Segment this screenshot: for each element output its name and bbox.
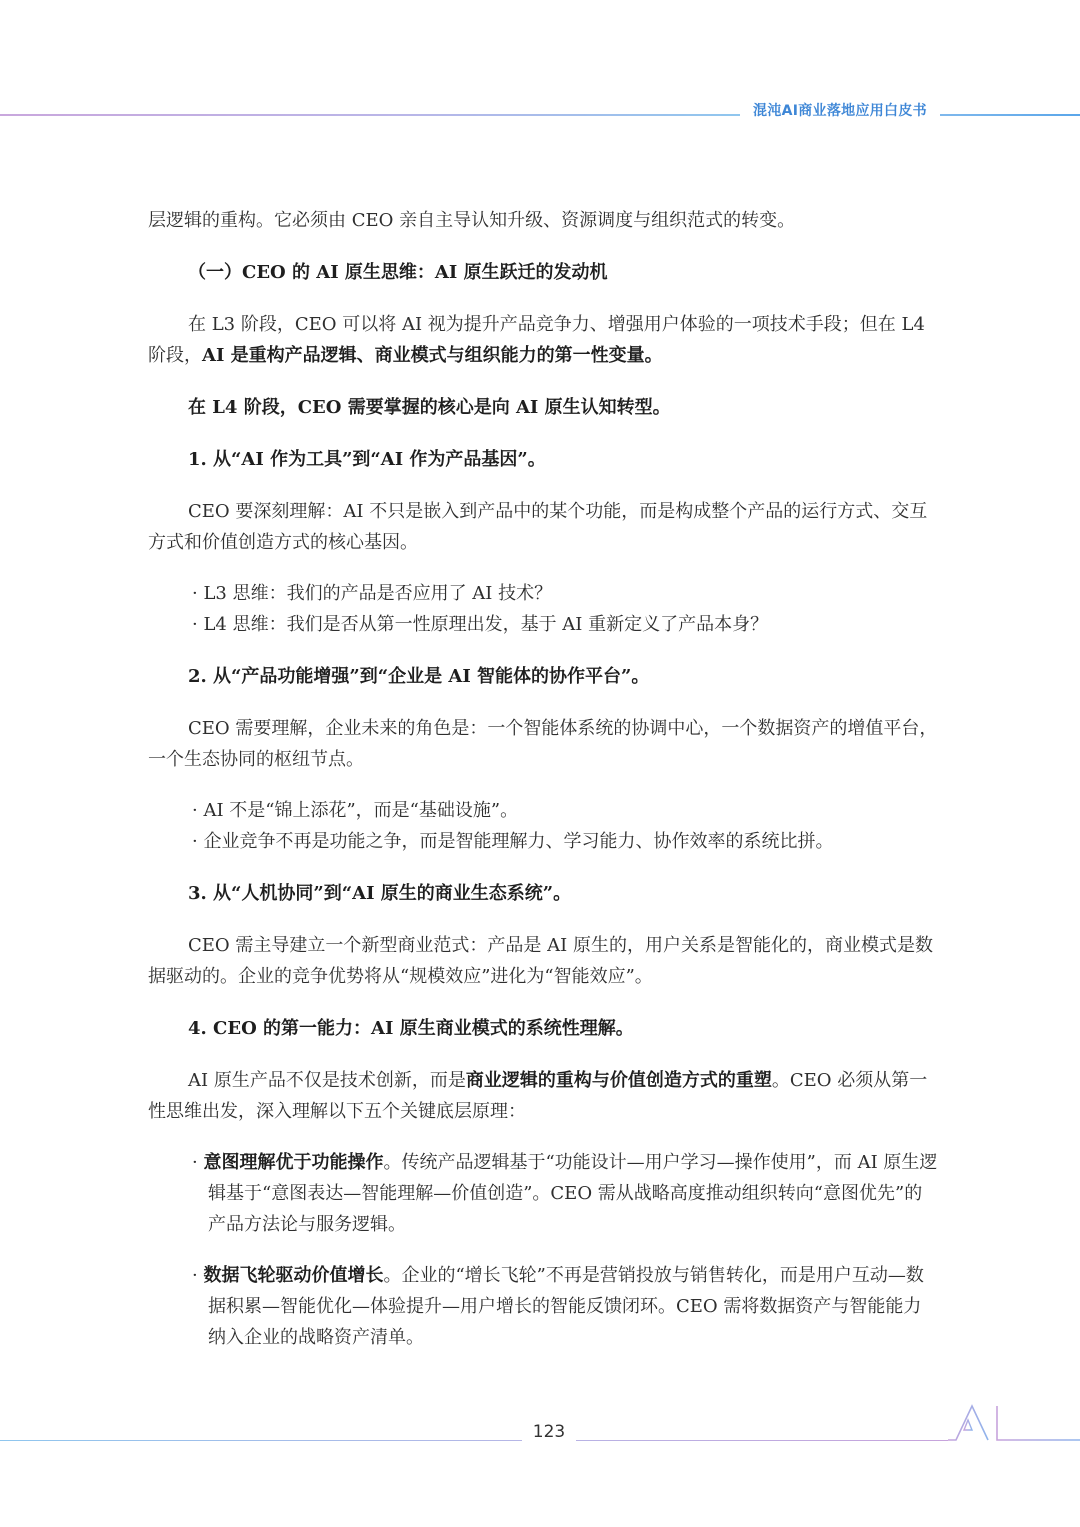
bullet-title: 数据飞轮驱动价值增长 <box>203 1265 384 1286</box>
emphasis-text: AI 是重构产品逻辑、商业模式与组织能力的第一性变量。 <box>202 345 663 366</box>
header-rule-left <box>0 114 740 116</box>
emphasis-text: 商业逻辑的重构与价值创造方式的重塑 <box>465 1070 772 1091</box>
bullet-intent-understanding <box>148 1147 938 1240</box>
subheading-2: 2. 从“产品功能增强”到“企业是 AI 智能体的协作平台”。 <box>188 666 650 687</box>
bullet-competition: · 企业竞争不再是功能之争，而是智能理解力、学习能力、协作效率的系统比拼。 <box>192 831 834 852</box>
bullet-text: 。企业的“增长飞轮”不再是营销投放与销售转化，而是用户互动—数据积累—智能优化—体验提升—用户增长的智能反馈闭环。CEO 需将数据资产与智能能力纳入企业的战略资产清单。 <box>208 1265 924 1348</box>
paragraph-business-paradigm: CEO 需主导建立一个新型商业范式：产品是 AI 原生的，用户关系是智能化的，商业模式是数据驱动的。企业的竞争优势将从“规模效应”进化为“智能效应”。 <box>148 935 933 987</box>
subheading-l4-core: 在 L4 阶段，CEO 需要掌握的核心是向 AI 原生认知转型。 <box>188 397 671 418</box>
bullet-marker: · <box>192 1152 204 1173</box>
paragraph-enterprise-role: CEO 需要理解，企业未来的角色是：一个智能体系统的协调中心，一个数据资产的增值平台，一个生态协同的枢纽节点。 <box>148 718 938 770</box>
bullet-marker: · <box>192 1265 204 1286</box>
footer-rule-left <box>0 1440 522 1441</box>
paragraph-principles <box>148 1065 938 1127</box>
paragraph-text: 在 L3 阶段，CEO 可以将 AI 视为提升产品竞争力、增强用户体验的一项技术手段；但在 L4 阶段， <box>148 314 925 366</box>
paragraph-text: AI 原生产品不仅是技术创新，而是 <box>188 1070 466 1091</box>
bullet-data-flywheel <box>148 1260 938 1353</box>
subheading-3: 3. 从“人机协同”到“AI 原生的商业生态系统”。 <box>188 883 572 904</box>
bullet-title: 意图理解优于功能操作 <box>203 1152 384 1173</box>
book-title: 混沌AI商业落地应用白皮书 <box>753 103 927 119</box>
footer-rule-right <box>576 1440 948 1441</box>
paragraph-text: 。CEO 必须从第一性思维出发，深入理解以下五个关键底层原理： <box>148 1070 928 1122</box>
bullet-l3-thinking: · L3 思维：我们的产品是否应用了 AI 技术？ <box>192 583 553 604</box>
page-body <box>148 205 938 1353</box>
paragraph-l3-l4 <box>148 309 938 371</box>
bullet-infrastructure: · AI 不是“锦上添花”，而是“基础设施”。 <box>192 800 519 821</box>
subheading-1: 1. 从“AI 作为工具”到“AI 作为产品基因”。 <box>188 449 546 470</box>
page-number: 123 <box>532 1422 566 1442</box>
header-rule-right <box>940 114 1080 116</box>
paragraph-ai-gene: CEO 要深刻理解：AI 不只是嵌入到产品中的某个功能，而是构成整个产品的运行方式、交互方式和价值创造方式的核心基因。 <box>148 501 928 553</box>
bullet-text: 。传统产品逻辑基于“功能设计—用户学习—操作使用”，而 AI 原生逻辑基于“意图表达—智能理解—价值创造”。CEO 需从战略高度推动组织转向“意图优先”的产品方法论与服务逻辑。 <box>208 1152 938 1235</box>
bullet-l4-thinking: · L4 思维：我们是否从第一性原理出发，基于 AI 重新定义了产品本身？ <box>192 614 769 635</box>
paragraph-continuation: 层逻辑的重构。它必须由 CEO 亲自主导认知升级、资源调度与组织范式的转变。 <box>148 210 796 231</box>
ai-logo-icon <box>948 1402 1080 1444</box>
section-heading: （一）CEO 的 AI 原生思维：AI 原生跃迁的发动机 <box>188 262 608 283</box>
subheading-4: 4. CEO 的第一能力：AI 原生商业模式的系统性理解。 <box>188 1018 634 1039</box>
